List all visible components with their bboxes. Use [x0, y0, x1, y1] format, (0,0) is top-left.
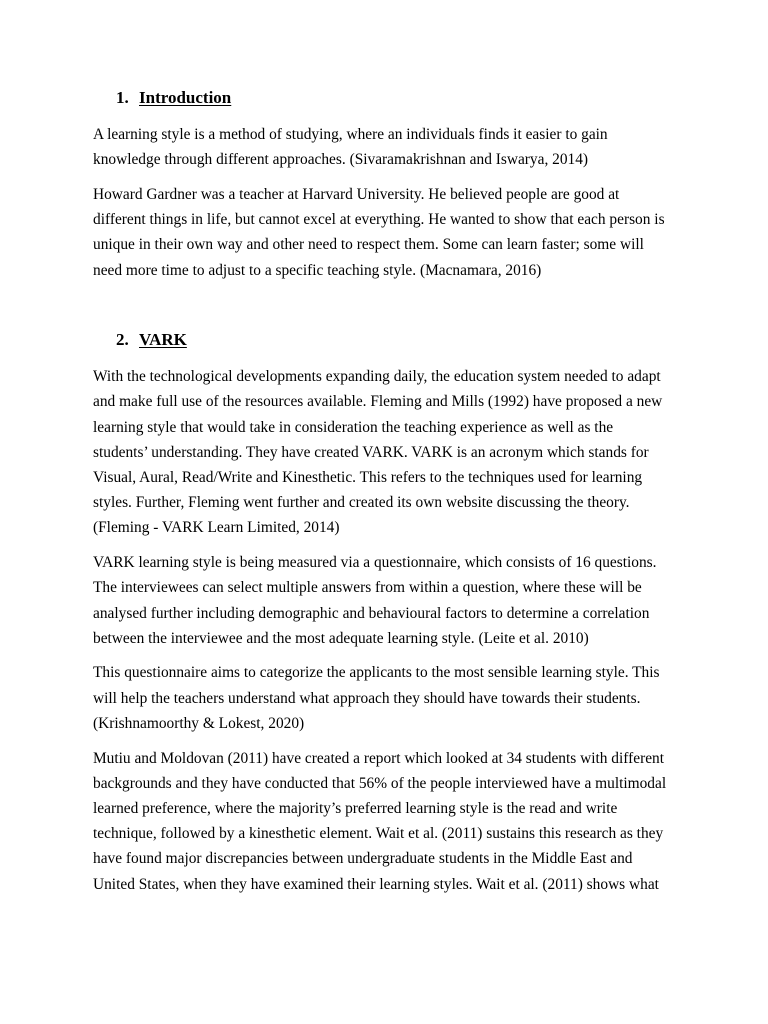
text-line: backgrounds and they have conducted that 56% of the people interviewed have a multimodal [93, 774, 667, 792]
text-line: Howard Gardner was a teacher at Harvard University. He believed people are good at [93, 185, 620, 203]
section-spacer [93, 292, 683, 326]
text-line: and make full use of the resources available. Fleming and Mills (1992) have proposed a new [93, 393, 663, 411]
paragraph [93, 746, 683, 897]
section-title: Introduction [139, 88, 232, 107]
document-body [93, 84, 683, 906]
text-line: (Fleming - VARK Learn Limited, 2014) [93, 519, 340, 537]
text-line: learned preference, where the majority’s preferred learning style is the read and write [93, 799, 618, 817]
text-line: analysed further including demographic and behavioural factors to determine a correlation [93, 604, 650, 622]
text-line: With the technological developments expanding daily, the education system needed to adapt [93, 368, 661, 386]
paragraph [93, 550, 683, 651]
text-line: The interviewees can select multiple answers from within a question, where these will be [93, 579, 642, 597]
section-heading-introduction [93, 84, 683, 111]
text-line: This questionnaire aims to categorize the applicants to the most sensible learning style. This [93, 664, 660, 682]
text-line: (Krishnamoorthy & Lokest, 2020) [93, 714, 305, 732]
paragraph [93, 364, 683, 540]
text-line: styles. Further, Fleming went further and created its own website discussing the theory. [93, 494, 630, 512]
paragraph [93, 660, 683, 736]
text-line: United States, when they have examined their learning styles. Wait et al. (2011) shows what [93, 875, 659, 893]
text-line: have found major discrepancies between undergraduate students in the Middle East and [93, 850, 633, 868]
text-line: VARK learning style is being measured via a questionnaire, which consists of 16 questions. [93, 554, 657, 572]
section-title: VARK [139, 330, 187, 350]
text-line: between the interviewee and the most adequate learning style. (Leite et al. 2010) [93, 629, 589, 647]
text-line: will help the teachers understand what approach they should have towards their students. [93, 689, 641, 707]
section-number: 1. [116, 88, 129, 107]
text-line: different things in life, but cannot excel at everything. He wanted to show that each person is [93, 211, 665, 229]
text-line: students’ understanding. They have created VARK. VARK is an acronym which stands for [93, 443, 649, 461]
section-number: 2. [116, 330, 129, 350]
text-line: learning style that would take in consideration the teaching experience as well as the [93, 418, 614, 436]
text-line: unique in their own way and other need to respect them. Some can learn faster; some will [93, 236, 644, 254]
paragraph [93, 182, 683, 283]
section-heading-vark [93, 326, 683, 353]
text-line: Mutiu and Moldovan (2011) have created a report which looked at 34 students with different [93, 749, 665, 767]
text-line: technique, followed by a kinesthetic element. Wait et al. (2011) sustains this research as they [93, 825, 664, 843]
text-line: A learning style is a method of studying, where an individuals finds it easier to gain [93, 126, 608, 143]
text-line: Visual, Aural, Read/Write and Kinesthetic. This refers to the techniques used for learning [93, 469, 643, 487]
paragraph [93, 122, 683, 172]
text-line: need more time to adjust to a specific teaching style. (Macnamara, 2016) [93, 261, 542, 279]
text-line: knowledge through different approaches. (Sivaramakrishnan and Iswarya, 2014) [93, 151, 589, 169]
